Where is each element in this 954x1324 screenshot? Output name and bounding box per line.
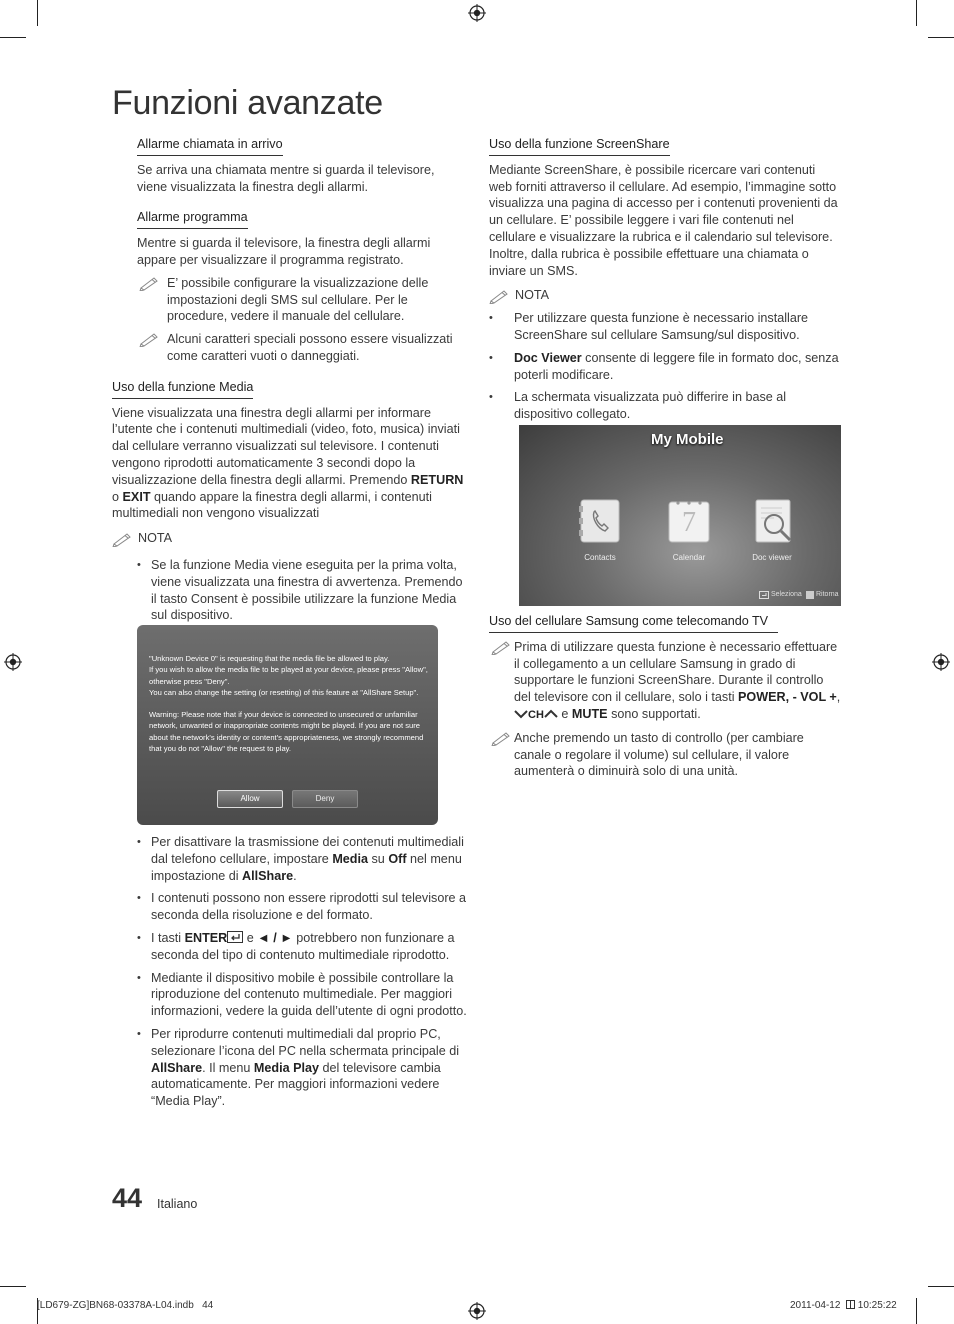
allow-button[interactable]: Allow: [217, 790, 283, 808]
deny-button[interactable]: Deny: [292, 790, 358, 808]
nota-label: NOTA: [489, 287, 839, 304]
note: [137, 331, 464, 365]
pencil-note-icon: [139, 275, 159, 291]
page-title: Funzioni avanzate: [112, 84, 383, 122]
pencil-note-icon: [489, 288, 511, 304]
pencil-note-icon: [491, 730, 511, 746]
registration-mark-icon: [4, 653, 22, 671]
page-language: Italiano: [157, 1197, 198, 1211]
right-column-bottom: [489, 613, 841, 780]
select-hint: Seleziona: [771, 591, 802, 598]
section-heading: Allarme chiamata in arrivo: [137, 136, 283, 156]
my-mobile-title: My Mobile: [651, 431, 724, 448]
crop-mark: [916, 1298, 917, 1324]
pencil-note-icon: [491, 639, 511, 655]
dialog-message: "Unknown Device 0" is requesting that the media file be allowed to play. If you wish to allow the media file to be played at your device, please press "Allow", otherwise press "Deny". You can also change the setting (or resetting) of this feature at "AllShare Setup". Warning: Please note that if your device is connected to unsecured or unfamiliar network, unwanted or inappropriate contents might be played. If you are not sure about the network's identity or content's appropriateness, we strongly recommend that you do not "Allow" the request to play.: [149, 654, 428, 754]
pencil-note-icon: [112, 531, 134, 547]
note: [137, 275, 464, 325]
page-number: 44: [112, 1183, 143, 1213]
crop-mark: [0, 37, 26, 38]
chevron-down-icon: [514, 709, 528, 719]
registration-mark-icon: [932, 653, 950, 671]
return-hint: Ritorna: [816, 591, 839, 598]
list-item: • I tasti ENTER e ◄ / ► potrebbero non funzionare a seconda del tipo di contenuto multimediale riprodotto.: [137, 930, 467, 964]
list-item: • La schermata visualizzata può differire in base al dispositivo collegato.: [489, 389, 839, 423]
crop-mark: [916, 0, 917, 26]
list-item: • Per disattivare la trasmissione dei contenuti multimediali dal telefono cellulare, impostare Media su Off nel menu impostazione di AllShare.: [137, 834, 467, 884]
nota-label: NOTA: [112, 530, 464, 547]
calendar-day: 7: [682, 507, 696, 538]
crop-mark: [0, 1286, 26, 1287]
enter-key-icon: [759, 591, 769, 599]
bullet-list: [489, 310, 839, 423]
note-text: Alcuni caratteri speciali possono essere visualizzati come caratteri vuoti o danneggiati.: [167, 332, 453, 363]
my-mobile-screen: [519, 425, 841, 606]
clock-icon: [846, 1300, 855, 1309]
chevron-up-icon: [544, 709, 558, 719]
paragraph: Se arriva una chiamata mentre si guarda il televisore, viene visualizzata la finestra degli allarmi.: [137, 162, 435, 194]
bullet-list: [112, 557, 464, 624]
section-heading: Uso del cellulare Samsung come telecomando TV: [489, 613, 778, 633]
contacts-icon[interactable]: [577, 498, 623, 544]
contacts-label: Contacts: [584, 553, 616, 562]
doc-viewer-icon[interactable]: [752, 498, 798, 544]
paragraph: Mediante ScreenShare, è possibile ricercare vari contenuti web forniti attraverso il cellulare. Ad esempio, l’immagine sotto visualizza una pagina di accesso per i contenuti provenienti da un cellulare. E’ possibile leggere i vari file contenuti nel cellulare e visualizzare la rubrica e il calendario sul televisore. Inoltre, dalla rubrica è possibile effettuare una chiamata o inviare un SMS.: [489, 162, 838, 278]
list-item: • Doc Viewer consente di leggere file in formato doc, senza poterli modificare.: [489, 350, 839, 384]
paragraph: Mentre si guarda il televisore, la finestra degli allarmi appare per visualizzare il programma registrato.: [137, 236, 431, 267]
section-heading: Allarme programma: [137, 209, 248, 229]
media-permission-dialog: [137, 625, 438, 825]
note-text: Anche premendo un tasto di controllo (per cambiare canale o regolare il volume) sul cellulare, il valore aumenterà o diminuirà solo di una unità.: [514, 730, 804, 779]
left-column-bottom: [137, 834, 467, 1110]
list-item: • I contenuti possono non essere riprodotti sul televisore a seconda della risoluzione e del formato.: [137, 890, 467, 924]
pencil-note-icon: [139, 331, 159, 347]
paragraph: Viene visualizzata una finestra degli allarmi per informare l’utente che i contenuti multimediali (video, foto, musica) inviati dal cellulare verranno visualizzati sul televisore. I contenuti vengono riprodotti automaticamente 3 secondi dopo la visualizzazione della finestra degli allarmi. Premendo RETURN o EXIT quando appare la finestra degli allarmi, i contenuti multimediali non vengono visualizzati: [112, 405, 464, 521]
crop-mark: [37, 0, 38, 26]
print-file-info: [LD679-ZG]BN68-03378A-L04.indb 44: [37, 1300, 214, 1311]
note: [489, 639, 841, 724]
registration-mark-icon: [468, 1302, 486, 1320]
left-column: [112, 136, 464, 624]
section-heading: Uso della funzione Media: [112, 379, 253, 399]
list-item: • Se la funzione Media viene eseguita per la prima volta, viene visualizzata una finestra di avvertenza. Premendo il tasto Consent è possibile utilizzare la funzione Media sul dispositivo.: [137, 557, 464, 624]
crop-mark: [928, 37, 954, 38]
crop-mark: [928, 1286, 954, 1287]
enter-key-icon: [227, 931, 243, 943]
bullet-list: [137, 834, 467, 1110]
right-column: [489, 136, 839, 423]
registration-mark-icon: [468, 4, 486, 22]
list-item: • Mediante il dispositivo mobile è possibile controllare la riproduzione del contenuto multimediale. Per maggiori informazioni, vedere la guida dell’utente di ogni prodotto.: [137, 970, 467, 1020]
return-key-icon: [806, 591, 814, 599]
print-date-info: 2011-04-12 10:25:22: [790, 1300, 897, 1311]
list-item: • Per utilizzare questa funzione è necessario installare ScreenShare sul cellulare Samsung/sul dispositivo.: [489, 310, 839, 344]
note-text: Prima di utilizzare questa funzione è necessario effettuare il collegamento a un cellulare Samsung in grado di supportare le funzioni ScreenShare. Durante il controllo del televisore con il cellulare, solo i tasti POWER, - VOL +, CH e MUTE sono supportati.: [514, 639, 841, 721]
note-text: E’ possibile configurare la visualizzazione delle impostazioni degli SMS sul cellulare. Per le procedure, vedere il manuale del cellulare.: [167, 275, 429, 324]
doc-viewer-label: Doc viewer: [752, 553, 792, 562]
calendar-label: Calendar: [672, 553, 706, 562]
list-item: • Per riprodurre contenuti multimediali dal proprio PC, selezionare l’icona del PC nella schermata principale di AllShare. Il menu Media Play del televisore cambia automaticamente. Per maggiori informazioni vedere “Media Play”.: [137, 1026, 467, 1110]
section-heading: Uso della funzione ScreenShare: [489, 136, 670, 156]
note: [489, 730, 841, 780]
